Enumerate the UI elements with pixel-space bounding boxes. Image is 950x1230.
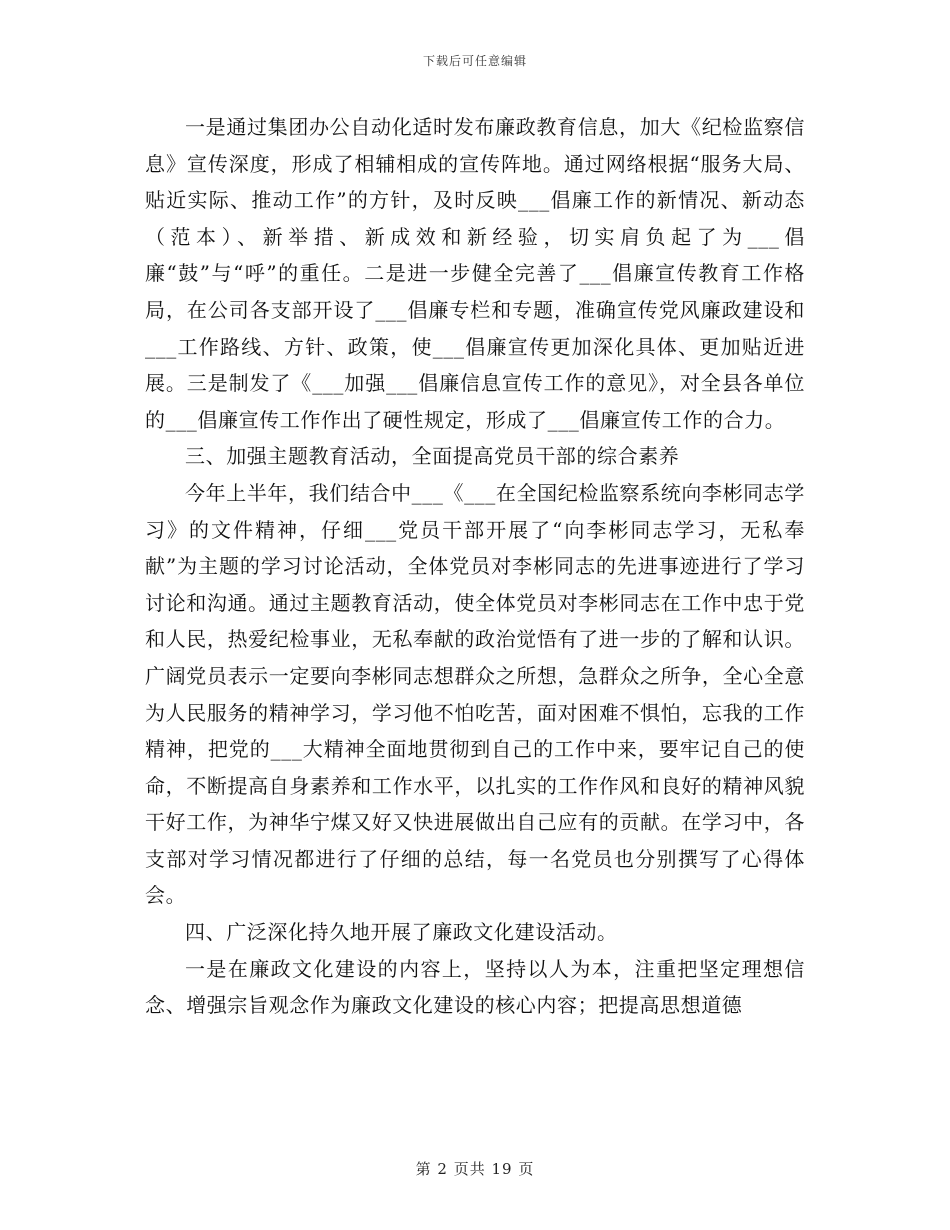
document-body: [145, 109, 805, 1024]
paragraph-theme-education: 今年上半年，我们结合中___《___在全国纪检监察系统向李彬同志学习》的文件精神，仔细___党员干部开展了“向李彬同志学习，无私奉献”为主题的学习讨论活动，全体党员对李彬同志的先进事迹进行了学习讨论和沟通。通过主题教育活动，使全体党员对李彬同志在工作中忠于党和人民，热爱纪检事业，无私奉献的政治觉悟有了进一步的了解和认识。广阔党员表示一定要向李彬同志想群众之所想，急群众之所争，全心全意为人民服务的精神学习，学习他不怕吃苦，面对困难不惧怕，忘我的工作精神，把党的___大精神全面地贯彻到自己的工作中来，要牢记自己的使命，不断提高自身素养和工作水平，以扎实的工作作风和良好的精神风貌干好工作，为神华宁煤又好又快进展做出自己应有的贡献。在学习中，各支部对学习情况都进行了仔细的总结，每一名党员也分别撰写了心得体会。: [145, 480, 805, 908]
page-number: 第 2 页共 19 页: [415, 1160, 535, 1178]
section-heading-three: 三、加强主题教育活动，全面提高党员干部的综合素养: [185, 444, 680, 469]
paragraph-culture-building: 一是在廉政文化建设的内容上，坚持以人为本，注重把坚定理想信念、增强宗旨观念作为廉政文化建设的核心内容；把提高思想道德: [145, 956, 805, 1018]
page-header-note: 下载后可任意编辑: [422, 54, 527, 68]
section-heading-four: 四、广泛深化持久地开展了廉政文化建设活动。: [185, 920, 618, 945]
paragraph-publicity: 一是通过集团办公自动化适时发布廉政教育信息，加大《纪检监察信息》宣传深度，形成了相辅相成的宣传阵地。通过网络根据“服务大局、贴近实际、推动工作”的方针，及时反映___倡廉工作的新情况、新动态（范本）、新举措、新成效和新经验，切实肩负起了为___倡廉“鼓”与“呼”的重任。二是进一步健全完善了___倡廉宣传教育工作格局，在公司各支部开设了___倡廉专栏和专题，准确宣传党风廉政建设和___工作路线、方针、政策，使___倡廉宣传更加深化具体、更加贴近进展。三是制发了《___加强___倡廉信息宣传工作的意见》，对全县各单位的___倡廉宣传工作作出了硬性规定，形成了___倡廉宣传工作的合力。: [145, 115, 805, 432]
